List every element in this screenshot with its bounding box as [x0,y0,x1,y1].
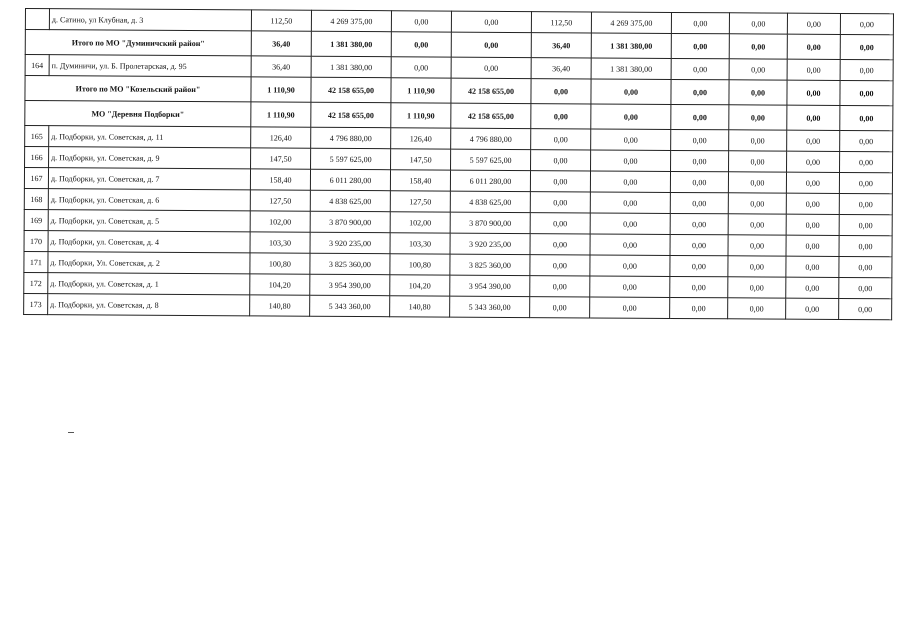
total-label: Итого по МО "Козельский район" [25,76,251,102]
value-cell: 0,00 [670,255,728,276]
value-cell: 0,00 [671,104,729,129]
value-cell: 0,00 [728,298,786,319]
value-cell: 3 825 360,00 [310,253,390,274]
value-cell: 0,00 [840,130,893,151]
value-cell: 36,40 [251,56,311,77]
value-cell: 0,00 [530,255,590,276]
value-cell: 42 158 655,00 [311,102,391,127]
value-cell: 5 343 360,00 [450,296,530,317]
value-cell: 0,00 [670,171,728,192]
value-cell: 100,80 [250,253,310,274]
value-cell: 0,00 [670,297,728,318]
value-cell: 0,00 [531,79,591,104]
value-cell: 0,00 [451,57,531,78]
value-cell: 3 920 235,00 [450,233,530,254]
row-number: 169 [24,209,48,230]
row-number: 167 [24,168,48,189]
row-number: 164 [25,55,49,76]
value-cell: 102,00 [250,211,310,232]
value-cell: 5 597 625,00 [451,149,531,170]
value-cell: 0,00 [531,129,591,150]
address-cell: д. Подборки, ул. Советская, д. 9 [49,147,251,169]
value-cell: 0,00 [671,79,729,104]
value-cell: 0,00 [451,11,531,32]
value-cell: 0,00 [391,32,451,57]
value-cell: 0,00 [840,151,893,172]
value-cell: 0,00 [590,255,670,276]
value-cell: 0,00 [531,104,591,129]
value-cell: 0,00 [530,297,590,318]
value-cell: 103,30 [250,232,310,253]
value-cell: 0,00 [591,129,671,150]
value-cell: 0,00 [786,172,839,193]
value-cell: 0,00 [787,151,840,172]
value-cell: 0,00 [728,256,786,277]
value-cell: 42 158 655,00 [451,78,531,103]
value-cell: 4 269 375,00 [311,10,391,31]
value-cell: 0,00 [591,79,671,104]
value-cell: 36,40 [531,58,591,79]
value-cell: 0,00 [787,59,840,80]
value-cell: 4 838 625,00 [310,190,390,211]
value-cell: 0,00 [729,13,787,34]
value-cell: 0,00 [590,297,670,318]
value-cell: 0,00 [590,171,670,192]
value-cell: 0,00 [729,34,787,59]
address-cell: д. Подборки, ул. Советская, д. 4 [48,231,250,253]
value-cell: 0,00 [840,105,893,130]
value-cell: 6 011 280,00 [310,169,390,190]
value-cell: 0,00 [728,193,786,214]
value-cell: 3 870 900,00 [310,211,390,232]
value-cell: 0,00 [787,105,840,130]
value-cell: 0,00 [531,150,591,171]
value-cell: 0,00 [787,80,840,105]
value-cell: 0,00 [671,150,729,171]
row-number: 165 [25,126,49,147]
address-cell: д. Подборки, ул. Советская, д. 1 [48,273,250,295]
address-cell: д. Сатино, ул Клубная, д. 3 [49,9,251,31]
value-cell: 0,00 [839,193,892,214]
value-cell: 100,80 [390,254,450,275]
value-cell: 0,00 [786,256,839,277]
row-number [25,9,49,30]
value-cell: 0,00 [728,172,786,193]
value-cell: 0,00 [786,277,839,298]
value-cell: 0,00 [590,213,670,234]
value-cell: 0,00 [839,172,892,193]
address-cell: д. Подборки, ул. Советская, д. 6 [48,189,250,211]
value-cell: 0,00 [839,298,892,319]
value-cell: 0,00 [671,129,729,150]
value-cell: 104,20 [250,274,310,295]
value-cell: 0,00 [840,13,893,34]
value-cell: 0,00 [728,277,786,298]
value-cell: 4 269 375,00 [591,12,671,33]
value-cell: 1 110,90 [251,77,311,102]
table-body [24,9,894,320]
value-cell: 1 381 380,00 [591,58,671,79]
value-cell: 0,00 [786,193,839,214]
value-cell: 0,00 [391,11,451,32]
value-cell: 0,00 [670,192,728,213]
value-cell: 0,00 [729,130,787,151]
value-cell: 158,40 [390,170,450,191]
row-number: 170 [24,230,48,251]
value-cell: 0,00 [670,213,728,234]
value-cell: 5 343 360,00 [310,295,390,316]
value-cell: 0,00 [729,105,787,130]
value-cell: 5 597 625,00 [311,148,391,169]
scan-speck [68,432,74,433]
value-cell: 112,50 [531,12,591,33]
value-cell: 0,00 [591,104,671,129]
value-cell: 0,00 [530,234,590,255]
value-cell: 4 838 625,00 [450,191,530,212]
value-cell: 0,00 [839,214,892,235]
value-cell: 0,00 [391,57,451,78]
value-cell: 0,00 [591,150,671,171]
total-label: МО "Деревня Подборки" [25,101,251,127]
address-cell: д. Подборки, ул. Советская, д. 8 [48,294,250,316]
value-cell: 0,00 [670,234,728,255]
value-cell: 0,00 [729,151,787,172]
value-cell: 112,50 [251,10,311,31]
value-cell: 42 158 655,00 [311,77,391,102]
value-cell: 0,00 [787,13,840,34]
value-cell: 0,00 [729,59,787,80]
value-cell: 36,40 [531,33,591,58]
value-cell: 0,00 [839,235,892,256]
value-cell: 126,40 [251,127,311,148]
address-cell: д. Подборки, ул. Советская, д. 5 [48,210,250,232]
value-cell: 0,00 [671,12,729,33]
value-cell: 0,00 [530,276,590,297]
value-cell: 0,00 [786,214,839,235]
value-cell: 0,00 [839,277,892,298]
value-cell: 104,20 [390,275,450,296]
table-row [24,293,892,319]
address-cell: д. Подборки, Ул. Советская, д. 2 [48,252,250,274]
value-cell: 127,50 [250,190,310,211]
value-cell: 3 954 390,00 [450,275,530,296]
value-cell: 126,40 [391,128,451,149]
value-cell: 147,50 [391,149,451,170]
value-cell: 1 381 380,00 [591,33,671,58]
address-cell: п. Думиничи, ул. Б. Пролетарская, д. 95 [49,55,251,77]
row-number: 171 [24,251,48,272]
value-cell: 140,80 [250,295,310,316]
value-cell: 0,00 [590,234,670,255]
value-cell: 140,80 [390,296,450,317]
value-cell: 0,00 [729,80,787,105]
total-label: Итого по МО "Думиничский район" [25,30,251,56]
value-cell: 0,00 [728,214,786,235]
address-cell: д. Подборки, ул. Советская, д. 7 [48,168,250,190]
value-cell: 0,00 [451,32,531,57]
value-cell: 0,00 [590,192,670,213]
value-cell: 127,50 [390,191,450,212]
value-cell: 0,00 [671,58,729,79]
value-cell: 1 381 380,00 [311,56,391,77]
value-cell: 102,00 [390,212,450,233]
value-cell: 0,00 [786,298,839,319]
value-cell: 1 110,90 [391,78,451,103]
value-cell: 0,00 [840,80,893,105]
value-cell: 0,00 [530,213,590,234]
value-cell: 0,00 [530,171,590,192]
address-cell: д. Подборки, ул. Советская, д. 11 [49,126,251,148]
value-cell: 147,50 [251,148,311,169]
value-cell: 6 011 280,00 [450,170,530,191]
value-cell: 3 870 900,00 [450,212,530,233]
value-cell: 0,00 [786,235,839,256]
document-page [23,8,893,335]
value-cell: 1 110,90 [251,102,311,127]
value-cell: 3 825 360,00 [450,254,530,275]
value-cell: 36,40 [251,31,311,56]
row-number: 173 [24,293,48,314]
value-cell: 3 920 235,00 [310,232,390,253]
value-cell: 0,00 [590,276,670,297]
row-number: 168 [24,188,48,209]
value-cell: 4 796 880,00 [451,128,531,149]
value-cell: 42 158 655,00 [451,103,531,128]
value-cell: 0,00 [530,192,590,213]
value-cell: 3 954 390,00 [310,274,390,295]
value-cell: 0,00 [670,276,728,297]
value-cell: 0,00 [839,256,892,277]
value-cell: 103,30 [390,233,450,254]
housing-table [23,8,894,320]
value-cell: 0,00 [728,235,786,256]
value-cell: 158,40 [250,169,310,190]
value-cell: 0,00 [671,33,729,58]
value-cell: 0,00 [787,34,840,59]
value-cell: 0,00 [787,130,840,151]
row-number: 166 [25,147,49,168]
value-cell: 1 110,90 [391,103,451,128]
row-number: 172 [24,272,48,293]
value-cell: 0,00 [840,34,893,59]
value-cell: 0,00 [840,59,893,80]
value-cell: 4 796 880,00 [311,127,391,148]
value-cell: 1 381 380,00 [311,31,391,56]
